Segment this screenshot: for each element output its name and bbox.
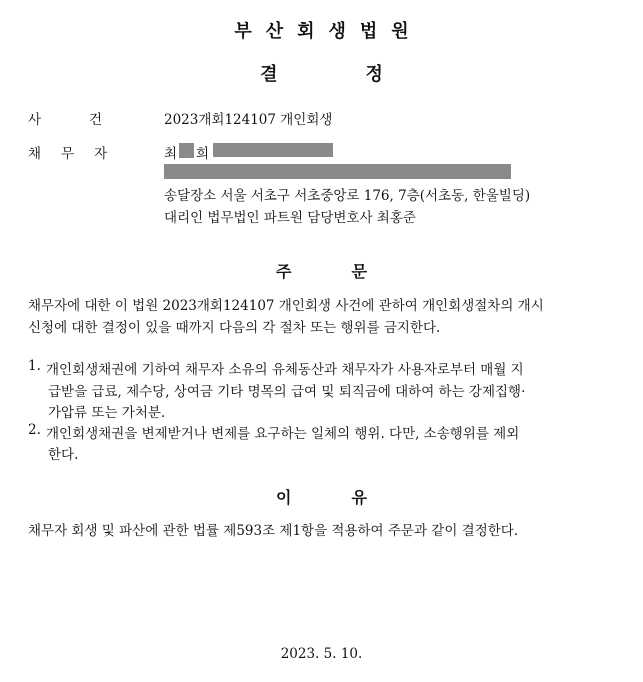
order-item-line: 한다. [48,447,79,463]
debtor-address: 송달장소 서울 서초구 서초중앙로 176, 7층(서초동, 한울빌딩) [164,188,531,204]
case-label: 사건 [28,112,151,128]
debtor-agent: 대리인 법무법인 파트원 담당변호사 최홍준 [164,210,416,226]
court-name: 부산회생법원 [234,21,423,42]
redaction-block [164,164,511,179]
order-paragraph-line: 채무자에 대한 이 법원 2023개회124107 개인회생 사건에 관하여 개인회생절차의 개시 [28,298,544,314]
case-number: 2023개회124107 개인회생 [164,112,333,128]
debtor-name-last: 희 [196,146,210,162]
order-item-number: 2. [28,422,41,438]
reason-heading: 이유 [276,488,427,507]
order-paragraph-line: 신청에 대한 결정이 있을 때까지 다음의 각 절차 또는 행위를 금지한다. [28,320,441,336]
redaction-block [179,143,194,158]
order-item-line: 개인회생채권을 변제받거나 변제를 요구하는 일체의 행위. 다만, 소송행위를 제외 [46,426,520,442]
order-item-line: 가압류 또는 가처분. [48,405,166,421]
order-item-number: 1. [28,358,41,374]
document-title: 결정 [260,64,471,85]
decision-date: 2023. 5. 10. [280,646,363,662]
debtor-label: 채무자 [28,146,128,162]
debtor-name-first: 최 [164,146,178,162]
order-item-line: 급받을 급료, 제수당, 상여금 기타 명목의 급여 및 퇴직금에 대하여 하는 강제집행· [48,384,526,400]
order-item-line: 개인회생채권에 기하여 채무자 소유의 유체동산과 채무자가 사용자로부터 매월 지 [46,362,524,378]
reason-text: 채무자 회생 및 파산에 관한 법률 제593조 제1항을 적용하여 주문과 같이 결정한다. [28,523,519,539]
order-heading: 주문 [276,262,427,281]
redaction-block [213,143,333,157]
